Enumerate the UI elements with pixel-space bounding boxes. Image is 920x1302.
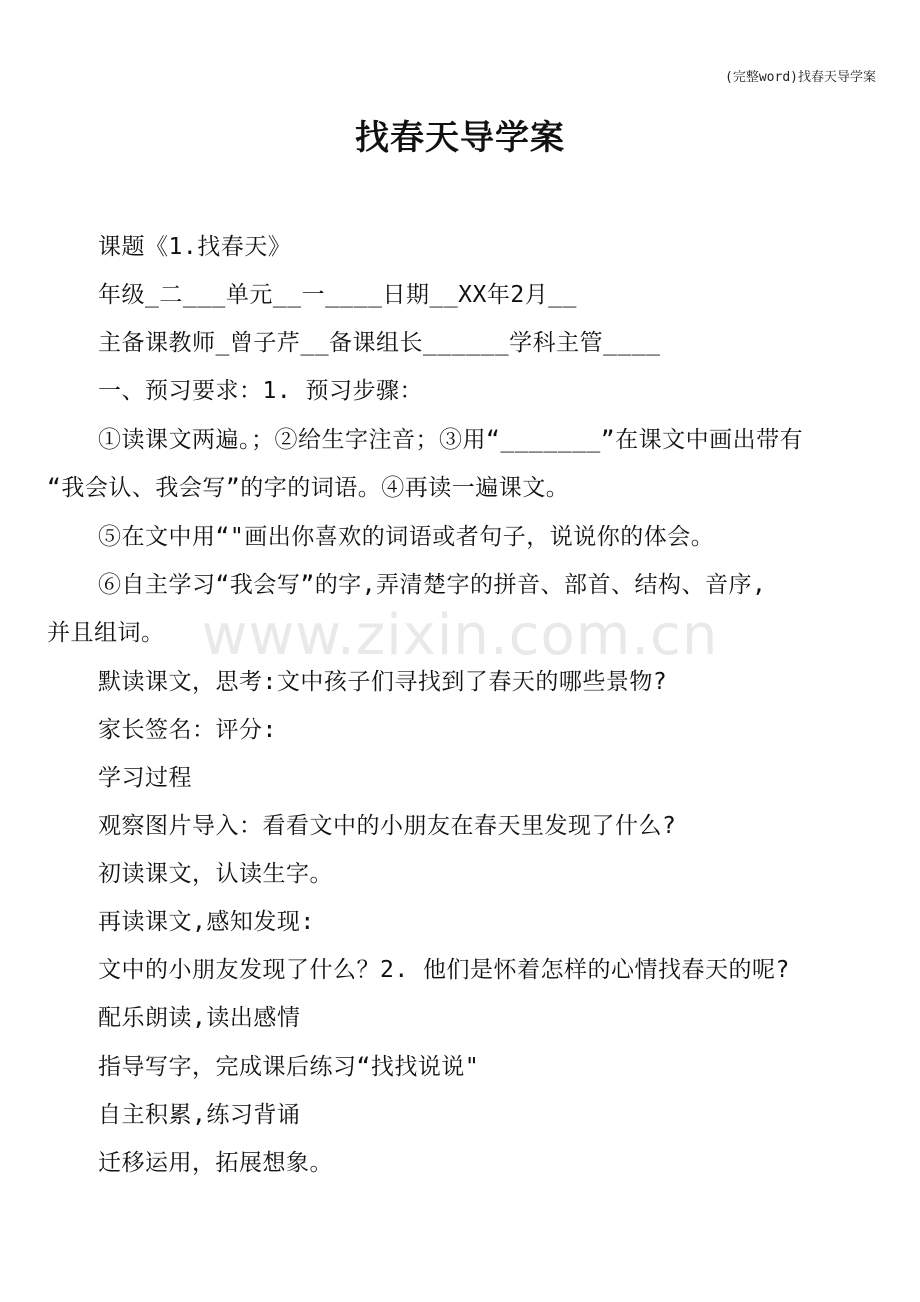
step-6-continued: 并且组词。 bbox=[47, 620, 165, 646]
preview-requirements: 一、预习要求：1. 预习步骤： bbox=[98, 378, 424, 404]
process-step-picture: 观察图片导入：看看文中的小朋友在春天里发现了什么? bbox=[98, 813, 677, 839]
step-5: ⑤在文中用“"画出你喜欢的词语或者句子，说说你的体会。 bbox=[98, 524, 715, 550]
document-title: 找春天导学案 bbox=[355, 118, 565, 158]
step-1-3: ①读课文两遍。；②给生字注音；③用“_______”在课文中画出带有 bbox=[98, 427, 804, 453]
process-step-writing: 指导写字，完成课后练习“找找说说" bbox=[98, 1054, 480, 1080]
silent-reading-question: 默读课文，思考:文中孩子们寻找到了春天的哪些景物? bbox=[98, 669, 668, 695]
process-step-recitation: 自主积累,练习背诵 bbox=[98, 1102, 301, 1128]
teacher-info: 主备课教师_曾子芹__备课组长______学科主管____ bbox=[98, 330, 661, 356]
learning-process-heading: 学习过程 bbox=[98, 765, 192, 791]
process-step-music-reading: 配乐朗读,读出感情 bbox=[98, 1005, 301, 1031]
parent-signature: 家长签名：评分: bbox=[98, 717, 277, 743]
step-3-4-continued: “我会认、我会写”的字的词语。④再读一遍课文。 bbox=[47, 475, 570, 501]
process-step-extension: 迁移运用，拓展想象。 bbox=[98, 1150, 333, 1176]
grade-unit-date: 年级_二___单元__一____日期__XX年2月__ bbox=[98, 282, 577, 308]
lesson-topic: 课题《1.找春天》 bbox=[98, 234, 292, 260]
step-6: ⑥自主学习“我会写”的字,弄清楚字的拼音、部首、结构、音序, bbox=[98, 572, 767, 598]
process-step-reread: 再读课文,感知发现: bbox=[98, 909, 315, 935]
process-step-questions: 文中的小朋友发现了什么？2. 他们是怀着怎样的心情找春天的呢? bbox=[98, 957, 790, 983]
watermark: www.zixin.com.cn bbox=[201, 603, 719, 668]
header-note: (完整word)找春天导学案 bbox=[725, 70, 876, 85]
process-step-first-reading: 初读课文，认读生字。 bbox=[98, 861, 333, 887]
